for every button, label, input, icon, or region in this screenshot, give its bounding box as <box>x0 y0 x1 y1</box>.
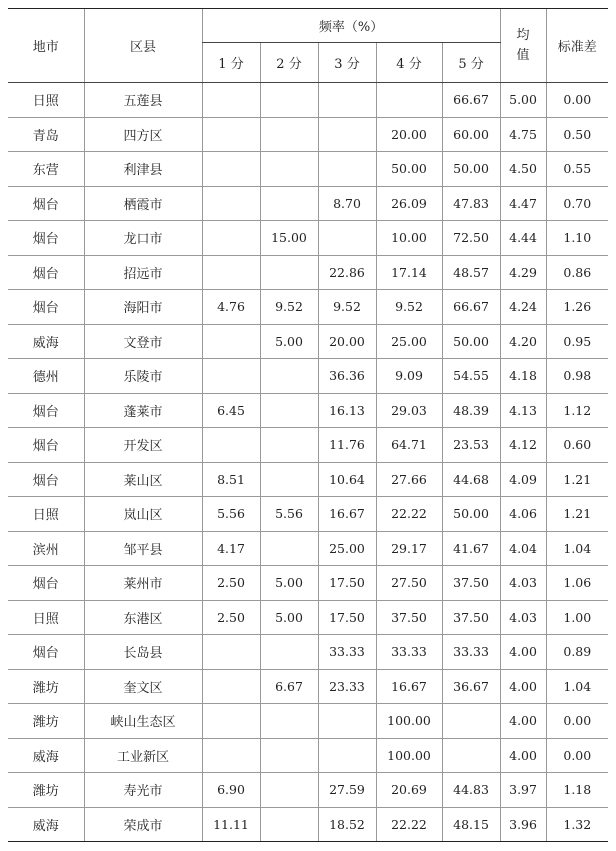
header-score-3: 3 分 <box>318 43 376 83</box>
cell-city: 烟台 <box>8 635 84 670</box>
cell-std: 1.32 <box>546 807 608 842</box>
cell-score-1: 8.51 <box>202 462 260 497</box>
cell-city: 威海 <box>8 807 84 842</box>
cell-mean: 4.75 <box>500 117 546 152</box>
cell-score-2 <box>260 462 318 497</box>
cell-score-4: 22.22 <box>376 497 442 532</box>
cell-score-1 <box>202 83 260 118</box>
cell-score-4: 33.33 <box>376 635 442 670</box>
cell-district: 利津县 <box>84 152 202 187</box>
cell-district: 莱山区 <box>84 462 202 497</box>
cell-district: 乐陵市 <box>84 359 202 394</box>
cell-score-2 <box>260 738 318 773</box>
cell-score-4 <box>376 83 442 118</box>
header-score-4: 4 分 <box>376 43 442 83</box>
cell-score-5: 50.00 <box>442 324 500 359</box>
cell-score-2 <box>260 83 318 118</box>
cell-city: 烟台 <box>8 566 84 601</box>
cell-score-5: 54.55 <box>442 359 500 394</box>
cell-score-1 <box>202 255 260 290</box>
cell-score-5: 66.67 <box>442 290 500 325</box>
cell-city: 威海 <box>8 738 84 773</box>
cell-score-5: 60.00 <box>442 117 500 152</box>
cell-score-1 <box>202 704 260 739</box>
cell-district: 开发区 <box>84 428 202 463</box>
cell-score-5 <box>442 738 500 773</box>
cell-std: 1.04 <box>546 669 608 704</box>
table-row <box>8 428 608 463</box>
cell-std: 0.70 <box>546 186 608 221</box>
cell-score-2: 9.52 <box>260 290 318 325</box>
cell-score-1 <box>202 669 260 704</box>
cell-score-1: 4.17 <box>202 531 260 566</box>
cell-mean: 4.00 <box>500 669 546 704</box>
cell-score-1 <box>202 359 260 394</box>
cell-score-5: 23.53 <box>442 428 500 463</box>
cell-district: 工业新区 <box>84 738 202 773</box>
cell-score-4: 29.17 <box>376 531 442 566</box>
cell-score-1: 2.50 <box>202 600 260 635</box>
cell-score-1: 2.50 <box>202 566 260 601</box>
cell-std: 1.21 <box>546 497 608 532</box>
cell-city: 潍坊 <box>8 704 84 739</box>
cell-std: 0.98 <box>546 359 608 394</box>
table-row <box>8 738 608 773</box>
cell-score-4: 100.00 <box>376 738 442 773</box>
cell-city: 青岛 <box>8 117 84 152</box>
cell-score-1 <box>202 428 260 463</box>
cell-score-3 <box>318 83 376 118</box>
cell-city: 潍坊 <box>8 669 84 704</box>
cell-score-1 <box>202 117 260 152</box>
cell-mean: 4.03 <box>500 566 546 601</box>
cell-district: 岚山区 <box>84 497 202 532</box>
cell-mean: 4.44 <box>500 221 546 256</box>
cell-score-3: 33.33 <box>318 635 376 670</box>
header-score-1: 1 分 <box>202 43 260 83</box>
cell-score-1: 4.76 <box>202 290 260 325</box>
cell-std: 1.26 <box>546 290 608 325</box>
cell-std: 0.86 <box>546 255 608 290</box>
cell-score-1 <box>202 738 260 773</box>
header-district: 区县 <box>84 9 202 83</box>
cell-city: 日照 <box>8 83 84 118</box>
cell-score-3: 18.52 <box>318 807 376 842</box>
cell-score-4: 37.50 <box>376 600 442 635</box>
cell-score-4: 27.50 <box>376 566 442 601</box>
cell-mean: 4.03 <box>500 600 546 635</box>
cell-district: 海阳市 <box>84 290 202 325</box>
cell-score-2: 5.00 <box>260 566 318 601</box>
cell-score-1 <box>202 221 260 256</box>
cell-city: 潍坊 <box>8 773 84 808</box>
cell-score-3: 11.76 <box>318 428 376 463</box>
cell-district: 长岛县 <box>84 635 202 670</box>
table-row <box>8 669 608 704</box>
cell-score-1 <box>202 324 260 359</box>
cell-score-2 <box>260 393 318 428</box>
table-row <box>8 359 608 394</box>
cell-score-3: 20.00 <box>318 324 376 359</box>
cell-score-4: 20.00 <box>376 117 442 152</box>
header-score-5: 5 分 <box>442 43 500 83</box>
cell-score-2 <box>260 807 318 842</box>
cell-mean: 4.00 <box>500 738 546 773</box>
cell-score-4: 27.66 <box>376 462 442 497</box>
cell-score-2 <box>260 117 318 152</box>
cell-district: 文登市 <box>84 324 202 359</box>
table-row <box>8 773 608 808</box>
cell-score-3 <box>318 152 376 187</box>
cell-city: 滨州 <box>8 531 84 566</box>
cell-score-2 <box>260 186 318 221</box>
cell-district: 招远市 <box>84 255 202 290</box>
cell-score-3 <box>318 117 376 152</box>
cell-score-2 <box>260 635 318 670</box>
table-row <box>8 497 608 532</box>
cell-score-1: 6.90 <box>202 773 260 808</box>
cell-score-3: 23.33 <box>318 669 376 704</box>
table-row <box>8 462 608 497</box>
cell-std: 1.18 <box>546 773 608 808</box>
cell-city: 烟台 <box>8 255 84 290</box>
cell-score-2: 5.56 <box>260 497 318 532</box>
cell-score-3: 17.50 <box>318 600 376 635</box>
cell-score-4: 17.14 <box>376 255 442 290</box>
cell-std: 0.00 <box>546 704 608 739</box>
cell-score-3: 25.00 <box>318 531 376 566</box>
table-row <box>8 255 608 290</box>
cell-score-4: 25.00 <box>376 324 442 359</box>
cell-std: 1.12 <box>546 393 608 428</box>
cell-score-3: 36.36 <box>318 359 376 394</box>
header-mean: 均 值 <box>500 9 546 83</box>
cell-score-3: 16.67 <box>318 497 376 532</box>
cell-score-3: 8.70 <box>318 186 376 221</box>
cell-score-5: 44.68 <box>442 462 500 497</box>
score-frequency-table <box>8 8 608 842</box>
cell-district: 峡山生态区 <box>84 704 202 739</box>
cell-mean: 3.97 <box>500 773 546 808</box>
cell-score-5: 36.67 <box>442 669 500 704</box>
table-row <box>8 324 608 359</box>
cell-score-5: 48.39 <box>442 393 500 428</box>
cell-mean: 4.00 <box>500 704 546 739</box>
cell-score-1 <box>202 635 260 670</box>
cell-city: 烟台 <box>8 186 84 221</box>
cell-score-1 <box>202 152 260 187</box>
header-city: 地市 <box>8 9 84 83</box>
cell-city: 威海 <box>8 324 84 359</box>
cell-score-4: 20.69 <box>376 773 442 808</box>
cell-score-2 <box>260 152 318 187</box>
cell-score-2: 5.00 <box>260 600 318 635</box>
cell-mean: 4.47 <box>500 186 546 221</box>
cell-mean: 4.09 <box>500 462 546 497</box>
cell-score-4: 22.22 <box>376 807 442 842</box>
table-row <box>8 83 608 118</box>
cell-score-2 <box>260 704 318 739</box>
cell-city: 日照 <box>8 600 84 635</box>
cell-district: 莱州市 <box>84 566 202 601</box>
cell-district: 五莲县 <box>84 83 202 118</box>
table-row <box>8 600 608 635</box>
cell-district: 四方区 <box>84 117 202 152</box>
cell-mean: 4.13 <box>500 393 546 428</box>
cell-score-5: 47.83 <box>442 186 500 221</box>
cell-std: 0.00 <box>546 738 608 773</box>
cell-score-2: 5.00 <box>260 324 318 359</box>
cell-score-4: 16.67 <box>376 669 442 704</box>
cell-district: 邹平县 <box>84 531 202 566</box>
cell-mean: 4.06 <box>500 497 546 532</box>
cell-score-5: 50.00 <box>442 497 500 532</box>
cell-score-4: 29.03 <box>376 393 442 428</box>
cell-std: 0.50 <box>546 117 608 152</box>
cell-score-3: 10.64 <box>318 462 376 497</box>
cell-city: 烟台 <box>8 428 84 463</box>
cell-score-4: 100.00 <box>376 704 442 739</box>
cell-mean: 4.29 <box>500 255 546 290</box>
table-container <box>8 8 608 842</box>
cell-std: 0.60 <box>546 428 608 463</box>
table-row <box>8 393 608 428</box>
cell-std: 1.04 <box>546 531 608 566</box>
cell-mean: 4.00 <box>500 635 546 670</box>
cell-score-5: 48.57 <box>442 255 500 290</box>
cell-score-2 <box>260 359 318 394</box>
cell-score-2 <box>260 773 318 808</box>
cell-score-5: 37.50 <box>442 566 500 601</box>
cell-score-2 <box>260 531 318 566</box>
header-score-2: 2 分 <box>260 43 318 83</box>
cell-score-5 <box>442 704 500 739</box>
cell-score-3 <box>318 221 376 256</box>
cell-mean: 5.00 <box>500 83 546 118</box>
cell-city: 烟台 <box>8 393 84 428</box>
cell-mean: 4.20 <box>500 324 546 359</box>
cell-std: 1.10 <box>546 221 608 256</box>
cell-score-1: 5.56 <box>202 497 260 532</box>
cell-mean: 4.18 <box>500 359 546 394</box>
cell-score-1: 6.45 <box>202 393 260 428</box>
cell-score-5: 37.50 <box>442 600 500 635</box>
cell-score-3: 17.50 <box>318 566 376 601</box>
cell-district: 龙口市 <box>84 221 202 256</box>
cell-mean: 4.50 <box>500 152 546 187</box>
cell-score-5: 44.83 <box>442 773 500 808</box>
cell-city: 烟台 <box>8 221 84 256</box>
cell-score-4: 9.09 <box>376 359 442 394</box>
cell-score-5: 72.50 <box>442 221 500 256</box>
cell-std: 0.95 <box>546 324 608 359</box>
table-row <box>8 290 608 325</box>
table-row <box>8 117 608 152</box>
cell-score-3 <box>318 704 376 739</box>
cell-district: 东港区 <box>84 600 202 635</box>
cell-mean: 4.04 <box>500 531 546 566</box>
cell-score-5: 66.67 <box>442 83 500 118</box>
cell-std: 1.00 <box>546 600 608 635</box>
cell-district: 栖霞市 <box>84 186 202 221</box>
cell-score-1: 11.11 <box>202 807 260 842</box>
cell-std: 0.89 <box>546 635 608 670</box>
cell-city: 烟台 <box>8 462 84 497</box>
header-frequency: 频率（%） <box>202 9 500 43</box>
cell-city: 烟台 <box>8 290 84 325</box>
cell-score-5: 33.33 <box>442 635 500 670</box>
table-body <box>8 83 608 842</box>
cell-score-3: 9.52 <box>318 290 376 325</box>
cell-std: 1.21 <box>546 462 608 497</box>
header-std: 标准差 <box>546 9 608 83</box>
cell-score-2 <box>260 428 318 463</box>
cell-score-4: 26.09 <box>376 186 442 221</box>
cell-score-3: 27.59 <box>318 773 376 808</box>
cell-score-4: 10.00 <box>376 221 442 256</box>
table-row <box>8 152 608 187</box>
cell-score-2: 6.67 <box>260 669 318 704</box>
table-row <box>8 635 608 670</box>
cell-std: 0.00 <box>546 83 608 118</box>
cell-score-2: 15.00 <box>260 221 318 256</box>
table-row <box>8 531 608 566</box>
cell-score-4: 64.71 <box>376 428 442 463</box>
cell-score-4: 50.00 <box>376 152 442 187</box>
table-row <box>8 807 608 842</box>
cell-city: 东营 <box>8 152 84 187</box>
table-row <box>8 186 608 221</box>
cell-score-2 <box>260 255 318 290</box>
cell-district: 寿光市 <box>84 773 202 808</box>
cell-city: 德州 <box>8 359 84 394</box>
table-row <box>8 566 608 601</box>
cell-score-5: 48.15 <box>442 807 500 842</box>
cell-score-5: 41.67 <box>442 531 500 566</box>
cell-std: 1.06 <box>546 566 608 601</box>
cell-district: 荣成市 <box>84 807 202 842</box>
cell-district: 奎文区 <box>84 669 202 704</box>
cell-score-1 <box>202 186 260 221</box>
table-row <box>8 221 608 256</box>
cell-mean: 4.12 <box>500 428 546 463</box>
cell-city: 日照 <box>8 497 84 532</box>
cell-score-5: 50.00 <box>442 152 500 187</box>
cell-district: 蓬莱市 <box>84 393 202 428</box>
cell-score-4: 9.52 <box>376 290 442 325</box>
cell-score-3 <box>318 738 376 773</box>
cell-mean: 4.24 <box>500 290 546 325</box>
table-row <box>8 704 608 739</box>
cell-std: 0.55 <box>546 152 608 187</box>
cell-score-3: 16.13 <box>318 393 376 428</box>
cell-score-3: 22.86 <box>318 255 376 290</box>
cell-mean: 3.96 <box>500 807 546 842</box>
